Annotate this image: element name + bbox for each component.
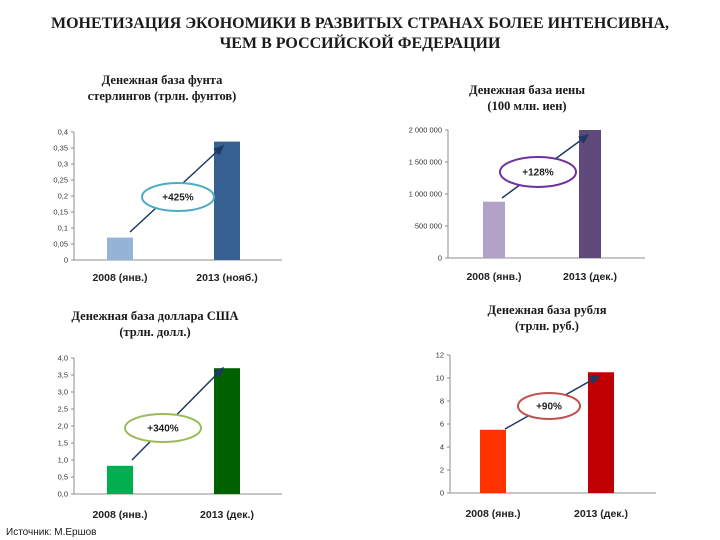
chart-4-y-tick-label: 0	[439, 488, 444, 498]
chart-1-y-tick-label: 0,1	[57, 223, 68, 233]
main-title-line1: МОНЕТИЗАЦИЯ ЭКОНОМИКИ В РАЗВИТЫХ СТРАНАХ БОЛЕЕ ИНТЕНСИВНА,	[50, 15, 670, 32]
chart-3-y-tick-label: 1,5	[57, 438, 68, 448]
chart-2-y-tick-label: 1 000 000	[408, 189, 442, 199]
chart-3-y-tick-label: 4,0	[57, 353, 68, 363]
chart-1-y-tick-label: 0,25	[53, 175, 68, 185]
chart-4-y-tick-label: 8	[439, 396, 444, 406]
chart-4-annotation-label: +90%	[536, 401, 562, 413]
chart-2-annotation-label: +128%	[522, 167, 554, 179]
chart-2-bar-2	[579, 130, 601, 258]
chart-4-y-tick-label: 10	[435, 373, 444, 383]
chart-3-y-tick-label: 2,0	[57, 421, 68, 431]
chart-1-y-tick-label: 0,35	[53, 143, 68, 153]
chart-1-annotation-label: +425%	[162, 192, 194, 204]
chart-4-bar-2	[588, 372, 614, 493]
chart-1-bar-2	[214, 142, 240, 260]
chart-3-y-tick-label: 1,0	[57, 455, 68, 465]
chart-2-y-tick-label: 500 000	[414, 221, 442, 231]
chart-2	[390, 120, 670, 290]
chart-2-category-label: 2008 (янв.)	[466, 271, 522, 283]
chart-1-y-tick-label: 0,4	[57, 127, 68, 137]
chart-1-y-tick-label: 0,2	[57, 191, 68, 201]
chart-1-title-line2: стерлингов (трлн. фунтов)	[87, 89, 237, 103]
main-title-line2: ЧЕМ В РОССИЙСКОЙ ФЕДЕРАЦИИ	[219, 35, 501, 52]
chart-2-y-tick-label: 1 500 000	[408, 157, 442, 167]
chart-3-y-tick-label: 3,5	[57, 370, 68, 380]
chart-3-category-label: 2013 (дек.)	[200, 509, 254, 521]
chart-3-bar-1	[107, 466, 133, 494]
chart-3-title	[45, 308, 265, 340]
chart-3-y-tick-label: 0,5	[57, 472, 68, 482]
chart-4-y-tick-label: 12	[435, 350, 444, 360]
chart-1-bar-1	[107, 238, 133, 260]
chart-4-y-tick-label: 4	[439, 442, 444, 452]
chart-2-title	[427, 82, 627, 114]
chart-4-title-line2: (трлн. руб.)	[515, 319, 579, 333]
main-title	[0, 14, 720, 54]
chart-1-y-tick-label: 0,05	[53, 239, 68, 249]
chart-3-annotation-label: +340%	[147, 423, 179, 435]
chart-4-category-label: 2013 (дек.)	[574, 508, 628, 520]
chart-2-y-tick-label: 0	[437, 253, 442, 263]
chart-4-bar-1	[480, 430, 506, 493]
chart-3-growth-arrow	[132, 368, 223, 460]
chart-4-y-tick-label: 2	[439, 465, 444, 475]
chart-3-category-label: 2008 (янв.)	[92, 509, 148, 521]
chart-3-title-line2: (трлн. долл.)	[119, 325, 191, 339]
chart-2-title-line1: Денежная база иены	[468, 83, 586, 97]
chart-2-title-line2: (100 млн. иен)	[487, 99, 567, 113]
chart-4-title	[447, 302, 647, 334]
source-note: Источник: М.Ершов	[6, 527, 97, 538]
chart-4-title-line1: Денежная база рубля	[487, 303, 607, 317]
chart-3-y-tick-label: 3,0	[57, 387, 68, 397]
chart-1-title	[62, 72, 262, 104]
chart-2-y-tick-label: 2 000 000	[408, 125, 442, 135]
chart-1-title-line1: Денежная база фунта	[101, 73, 223, 87]
chart-3-bar-2	[214, 368, 240, 494]
chart-4-y-tick-label: 6	[439, 419, 444, 429]
chart-1-y-tick-label: 0	[63, 255, 68, 265]
chart-1-category-label: 2008 (янв.)	[92, 272, 148, 284]
chart-3-y-tick-label: 0,0	[57, 489, 68, 499]
chart-4	[405, 345, 685, 525]
chart-1-y-tick-label: 0,3	[57, 159, 68, 169]
chart-1-y-tick-label: 0,15	[53, 207, 68, 217]
chart-2-bar-1	[483, 202, 505, 258]
chart-3	[30, 348, 300, 528]
chart-3-y-tick-label: 2,5	[57, 404, 68, 414]
chart-1-category-label: 2013 (нояб.)	[196, 272, 258, 284]
chart-2-category-label: 2013 (дек.)	[563, 271, 617, 283]
chart-3-title-line1: Денежная база доллара США	[71, 309, 239, 323]
chart-4-category-label: 2008 (янв.)	[465, 508, 521, 520]
chart-1	[30, 120, 300, 290]
